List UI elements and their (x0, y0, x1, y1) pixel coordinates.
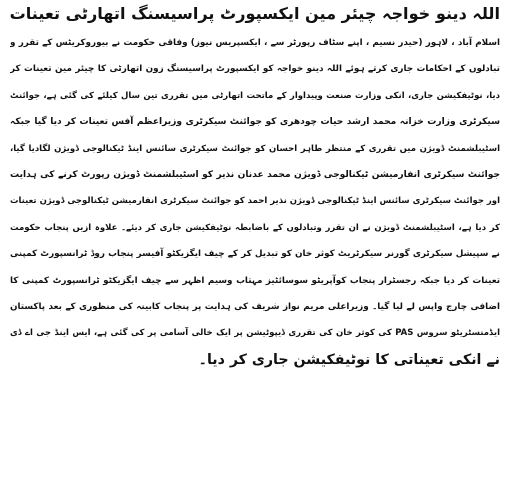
article-line: جوائنٹ سیکرٹری انفارمیشن ٹیکنالوجی ڈویژن محمد عدنان نذیر کو اسٹیبلشمنٹ ڈویژن رپورٹ کرنے کی ہدایت (10, 169, 500, 180)
article-line: ایڈمنسٹریٹو سروس PAS کی کوثر خان کی تقرری ڈیپوٹیشن پر ایک خالی آسامی پر کی گئی ہے، ایس اینڈ جی اے ڈی (10, 328, 500, 339)
article-line: اور جوائنٹ سیکرٹری سائنس اینڈ ٹیکنالوجی ڈویژن نذیر احمد کو جوائنٹ سیکرٹری انفارمیشن ٹیکنالوجی ڈویژن تعینات (10, 196, 500, 207)
article-line: تعینات کر دیا جبکہ رجسٹرار پنجاب کوآپریٹو سوسائٹیز مہتاب وسیم اظہر سے چیف ایگزیکٹو ٹرانسپورٹ کمپنی کا (10, 275, 500, 286)
article-line: اسٹیبلشمنٹ ڈویژن میں تقرری کے منتظر طاہر احسان کو جوائنٹ سیکرٹری سائنس اینڈ ٹیکنالوجی ڈویژن لگادیا گیا، (10, 143, 500, 154)
article-line: دیا، نوٹیفکیشن جاری، انکی وزارت صنعت وپیداوار کے ماتحت اتھارٹی میں تقرری تین سال کیلئے کی گئی ہے، جوائنٹ (10, 90, 500, 101)
article-line: نے انکی تعیناتی کا نوٹیفکیشن جاری کر دیا۔ (198, 351, 500, 368)
article-line: تبادلوں کے احکامات جاری کرتے ہوئے اللہ دینو خواجہ کو ایکسپورٹ پراسیسنگ زون اتھارٹی کا چیئر مین تعینات کر (10, 64, 500, 75)
article-line: سیکرٹری وزارت خزانہ محمد ارشد حیات چودھری کو جوائنٹ سیکرٹری وزیراعظم آفس تعینات کر دیا گیا جبکہ (10, 117, 500, 128)
article-line: نے سپیشل سیکرٹری گورنر سیکرٹریٹ کوثر خان کو تبدیل کر کے چیف ایگزیکٹو آفیسر پنجاب روڈ ٹرانسپورٹ کمپنی (10, 249, 500, 260)
article-line: کر دیا ہے، اسٹیبلشمنٹ ڈویژن نے ان تقرر وتبادلوں کے باضابطہ نوٹیفکیشن جاری کر دیئے۔ علاوہ ازیں پنجاب حکومت (10, 222, 500, 233)
article-body (10, 30, 500, 373)
article-line: اضافی چارج واپس لے لیا گیا۔ وزیراعلی مریم نواز شریف کی ہدایت پر پنجاب کابینہ کی منظوری کے بعد پاکستان (10, 301, 500, 312)
article-line: اسلام آباد ، لاہور (حیدر نسیم ، اپنے سٹاف رپورٹر سے ، ایکسپریس نیوز) وفاقی حکومت نے بیوروکریٹس کے تقرر و (10, 38, 500, 48)
article-headline: اللہ دینو خواجہ چیئر مین ایکسپورٹ پراسیسنگ اتھارٹی تعینات (10, 4, 500, 23)
